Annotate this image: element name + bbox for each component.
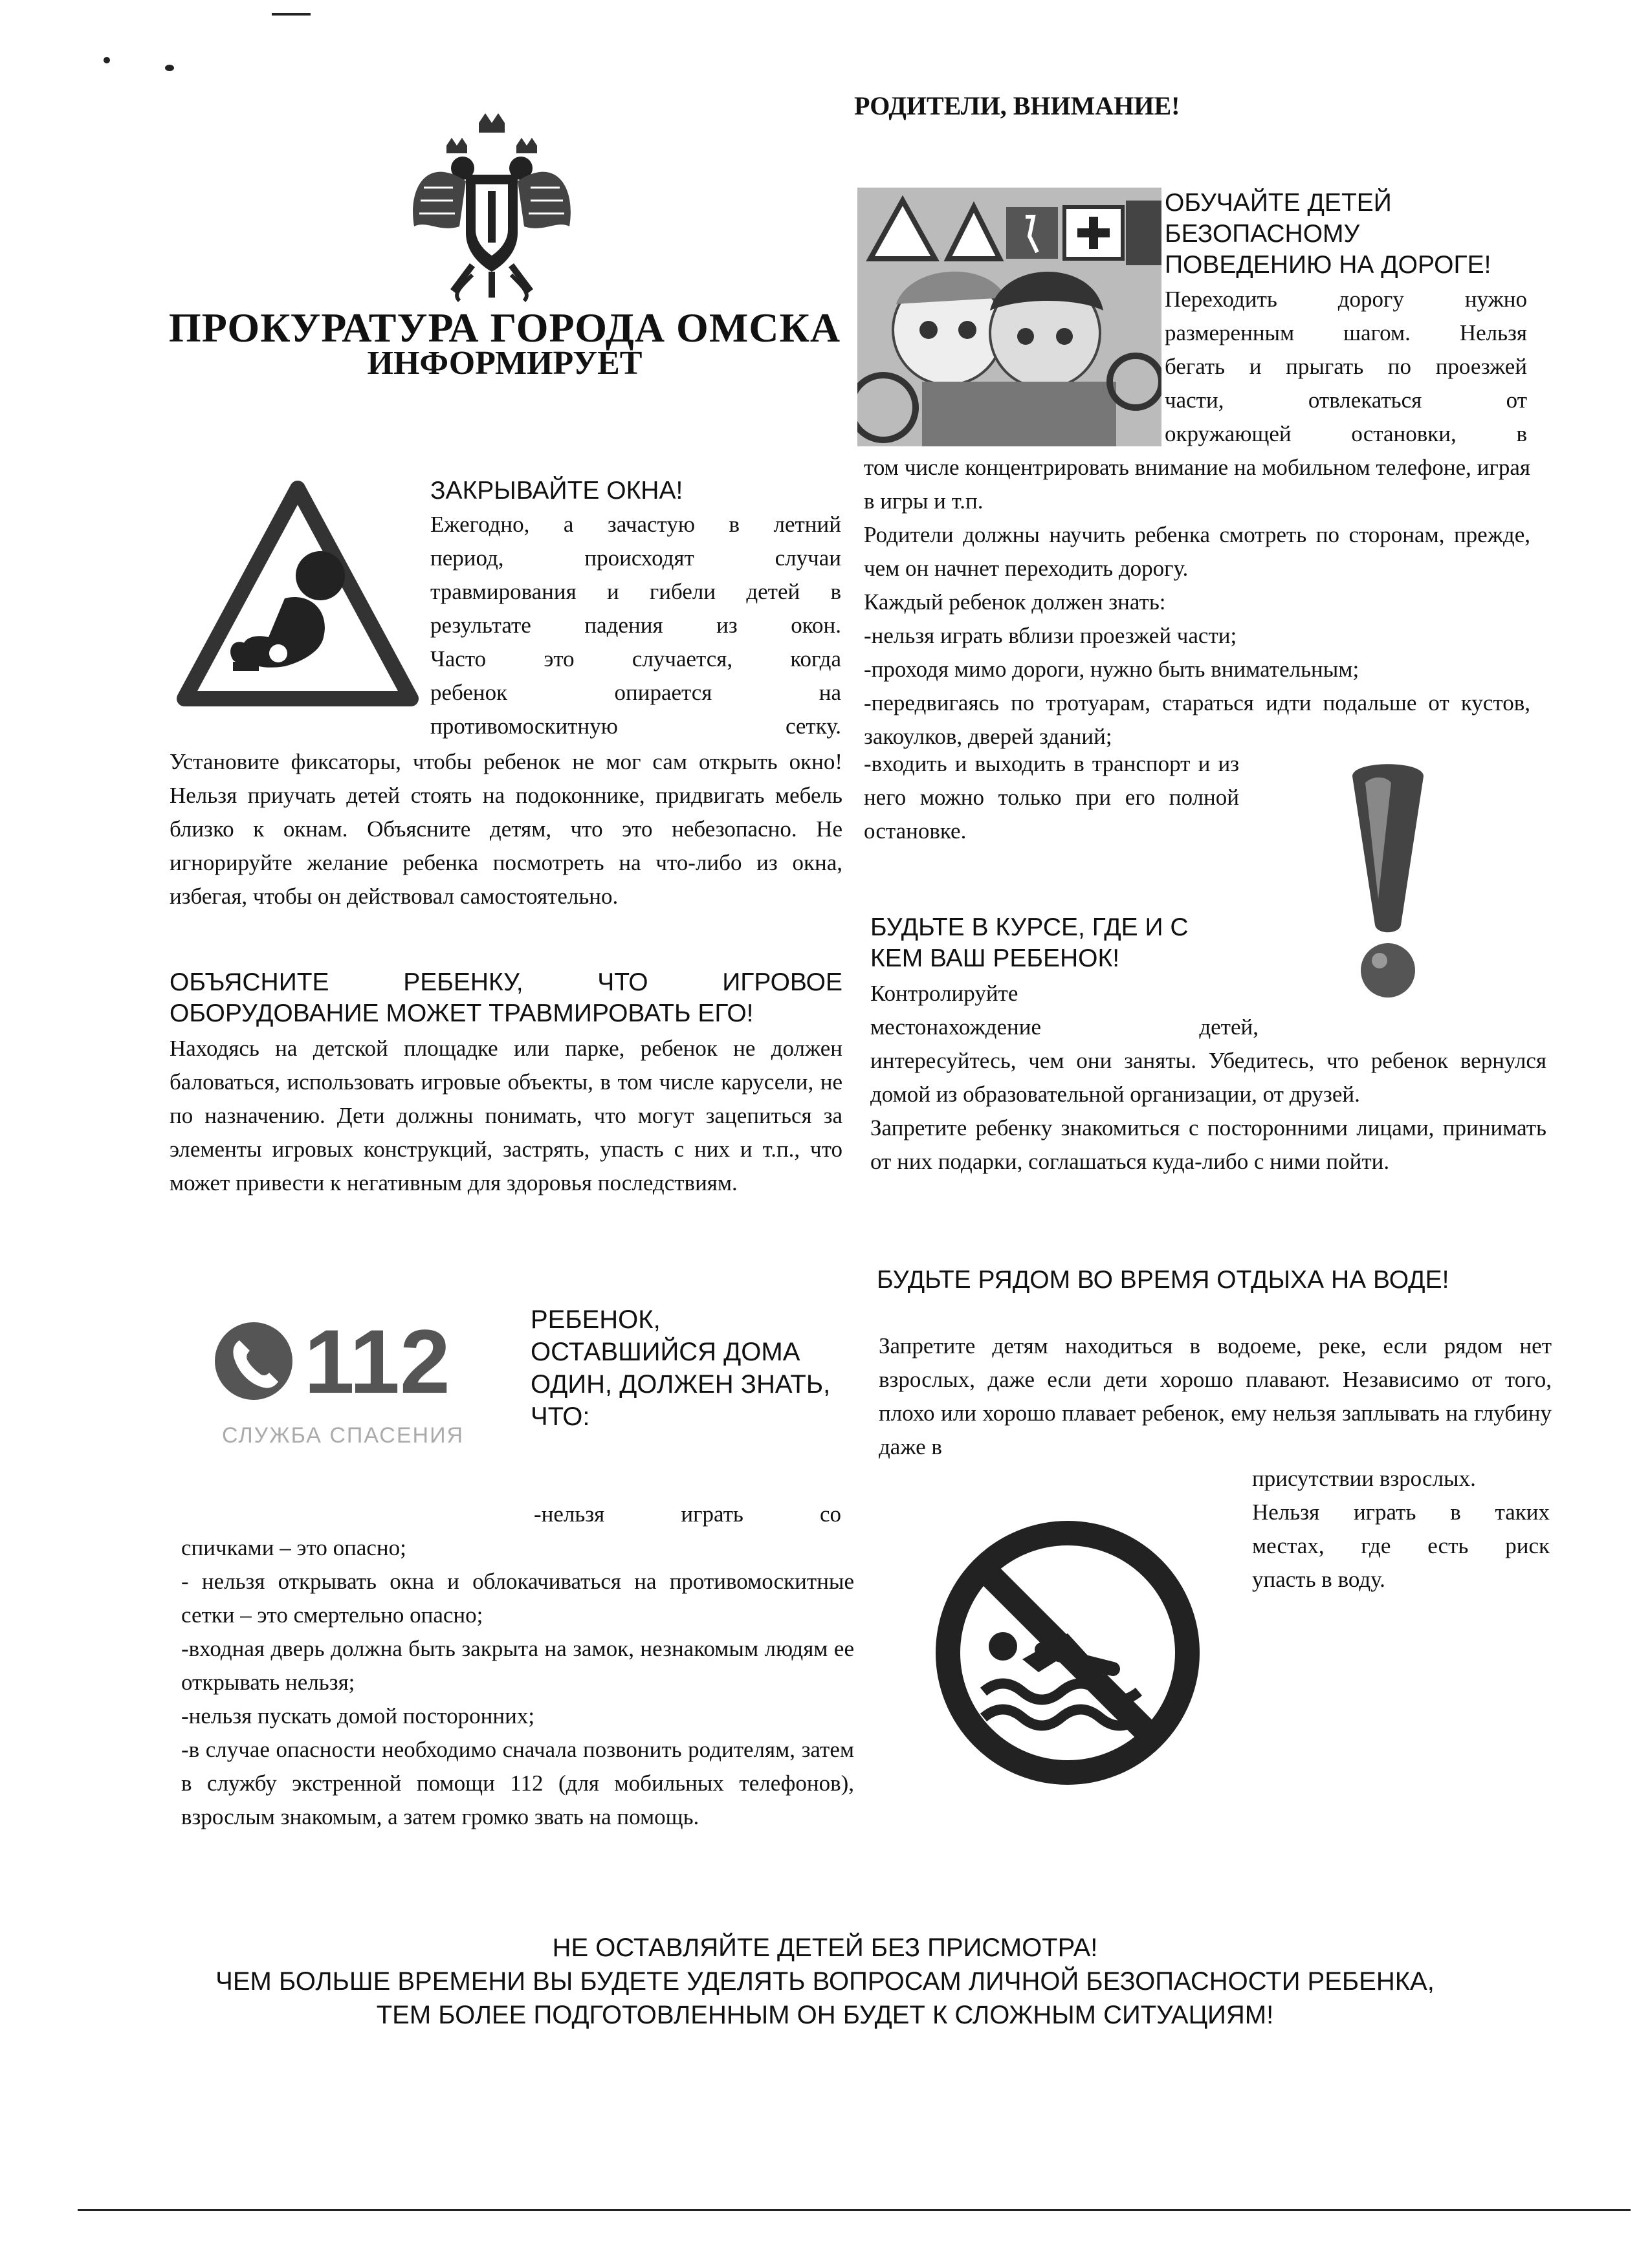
scan-mark	[272, 13, 311, 16]
exclamation-icon	[1339, 763, 1436, 1009]
water-heading: БУДЬТЕ РЯДОМ ВО ВРЕМЯ ОТДЫХА НА ВОДЕ!	[877, 1266, 1449, 1294]
road-line: Переходить дорогу нужно	[1165, 287, 1527, 312]
water-side-text	[1252, 1462, 1550, 1597]
road-paragraph: Каждый ребенок должен знать:	[864, 589, 1166, 615]
water-line: присутствии взрослых.	[1252, 1466, 1476, 1491]
windows-continuation: Установите фиксаторы, чтобы ребенок не мог сам открыть окно! Нельзя приучать детей стоять на подоконнике, придвигать мебель близко к окнам. Объясните детям, что это небезопасно. Не игнорируйте желание ребенка посмотреть на что-либо из окна, избегая, чтобы он действовал самостоятельно.	[170, 749, 842, 909]
playground-heading: ОБЪЯСНИТЕ РЕБЕНКУ, ЧТО ИГРОВОЕ ОБОРУДОВАНИЕ МОЖЕТ ТРАВМИРОВАТЬ ЕГО!	[170, 968, 842, 1027]
footer-line: ТЕМ БОЛЕЕ ПОДГОТОВЛЕННЫМ ОН БУДЕТ К СЛОЖНЫМ СИТУАЦИЯМ!	[376, 2001, 1274, 2029]
playground-text: Находясь на детской площадке или парке, ребенок не должен баловаться, использовать игровые объекты, в том числе карусели, не по назначению. Дети должны понимать, что могут зацепиться за элементы игровых конструкций, застрять, упасть с них и т.п., что может привести к негативным для здоровья последствиям.	[170, 1036, 842, 1195]
road-line: бегать и прыгать по проезжей	[1165, 354, 1527, 379]
road-paragraph: том числе концентрировать внимание на мобильном телефоне, играя в игры и т.п.	[864, 455, 1530, 514]
alone-home-heading: РЕБЕНОК, ОСТАВШИЙСЯ ДОМА ОДИН, ДОЛЖЕН ЗНАТЬ, ЧТО:	[531, 1305, 831, 1431]
road-line: окружающей остановки, в	[1165, 421, 1527, 446]
windows-line: результате падения из окон.	[430, 613, 841, 638]
alone-home-item: -нельзя пускать домой посторонних;	[181, 1703, 535, 1728]
footer-line: ЧЕМ БОЛЬШЕ ВРЕМЕНИ ВЫ БУДЕТЕ УДЕЛЯТЬ ВОПРОСАМ ЛИЧНОЙ БЕЗОПАСНОСТИ РЕБЕНКА,	[215, 1967, 1435, 1996]
whereabouts-paragraph: Запретите ребенку знакомиться с посторонними лицами, принимать от них подарки, соглашаться куда-либо с ними пойти.	[870, 1115, 1546, 1174]
windows-line: Ежегодно, а зачастую в летний	[430, 512, 841, 537]
baby-warning-icon	[175, 479, 421, 712]
road-last-rule: -входить и выходить в транспорт и из него можно только при его полной остановке.	[864, 751, 1239, 844]
footer-message	[129, 1931, 1521, 2032]
water-line: местах, где есть риск	[1252, 1533, 1550, 1558]
road-safety-illustration-icon	[857, 188, 1161, 446]
windows-heading: ЗАКРЫВАЙТЕ ОКНА!	[430, 477, 683, 505]
windows-text	[430, 508, 841, 743]
road-paragraph: -нельзя играть вблизи проезжей части;	[864, 623, 1237, 648]
road-paragraph: -передвигаясь по тротуарам, стараться идти подальше от кустов, закоулков, дверей зданий;	[864, 690, 1530, 749]
org-title: ПРОКУРАТУРА ГОРОДА ОМСКА	[168, 305, 841, 351]
whereabouts-continuation	[870, 1044, 1546, 1179]
alone-home-item: -входная дверь должна быть закрыта на замок, незнакомым людям ее открывать нельзя;	[181, 1636, 854, 1695]
alone-home-first-line: -нельзя играть со	[534, 1501, 841, 1527]
road-paragraph: Родители должны научить ребенка смотреть по сторонам, прежде, чем он начнет переходить дорогу.	[864, 522, 1530, 581]
whereabouts-text	[870, 977, 1259, 1044]
alone-home-item: - нельзя открывать окна и облокачиваться на противомоскитные сетки – это смертельно опасно;	[181, 1569, 854, 1628]
prosecutor-emblem-icon	[401, 110, 582, 304]
whereabouts-heading: БУДЬТЕ В КУРСЕ, ГДЕ И С КЕМ ВАШ РЕБЕНОК!	[870, 913, 1189, 972]
whereabouts-line: местонахождение детей,	[870, 1014, 1259, 1040]
parents-attention-title: РОДИТЕЛИ, ВНИМАНИЕ!	[854, 91, 1180, 120]
water-text: Запретите детям находиться в водоеме, реке, если рядом нет взрослых, даже если дети хорошо плавают. Независимо от того, плохо или хорошо плавает ребенок, ему нельзя заплывать на глубину даже в	[879, 1333, 1552, 1459]
whereabouts-paragraph: интересуйтесь, чем они заняты. Убедитесь, что ребенок вернулся домой из образовательной организации, от друзей.	[870, 1048, 1546, 1107]
footer-line: НЕ ОСТАВЛЯЙТЕ ДЕТЕЙ БЕЗ ПРИСМОТРА!	[552, 1934, 1098, 1962]
road-text	[1165, 283, 1527, 451]
water-line: упасть в воду.	[1252, 1567, 1385, 1592]
org-subtitle: ИНФОРМИРУЕТ	[367, 345, 643, 382]
windows-line: ребенок опирается на	[430, 680, 841, 705]
windows-line: период, происходят случаи	[430, 545, 841, 571]
windows-line: Часто это случается, когда	[430, 646, 841, 671]
water-line: Нельзя играть в таких	[1252, 1499, 1550, 1525]
road-paragraph: -проходя мимо дороги, нужно быть внимательным;	[864, 657, 1359, 682]
phone-icon	[214, 1321, 294, 1402]
emergency-112-logo	[194, 1313, 485, 1456]
alone-home-list	[181, 1531, 854, 1834]
emergency-number: 112	[304, 1311, 450, 1412]
scan-mark	[165, 65, 174, 71]
alone-home-item: -в случае опасности необходимо сначала позвонить родителям, затем в службу экстренной помощи 112 (для мобильных телефонов), взрослым знакомым, а затем громко звать на помощь.	[181, 1737, 854, 1829]
road-line: части, отвлекаться от	[1165, 387, 1527, 413]
emergency-caption: СЛУЖБА СПАСЕНИЯ	[221, 1423, 465, 1448]
scan-mark	[104, 57, 110, 63]
road-line: размеренным шагом. Нельзя	[1165, 320, 1527, 345]
windows-line: травмирования и гибели детей в	[430, 579, 841, 604]
whereabouts-line: Контролируйте	[870, 981, 1018, 1006]
windows-line: противомоскитную сетку.	[430, 714, 841, 739]
bottom-divider	[78, 2209, 1631, 2211]
no-swimming-icon	[925, 1514, 1210, 1792]
road-heading: ОБУЧАЙТЕ ДЕТЕЙ БЕЗОПАСНОМУ ПОВЕДЕНИЮ НА ДОРОГЕ!	[1165, 189, 1491, 279]
alone-home-item: спичками – это опасно;	[181, 1535, 406, 1560]
road-continuation	[864, 451, 1530, 754]
